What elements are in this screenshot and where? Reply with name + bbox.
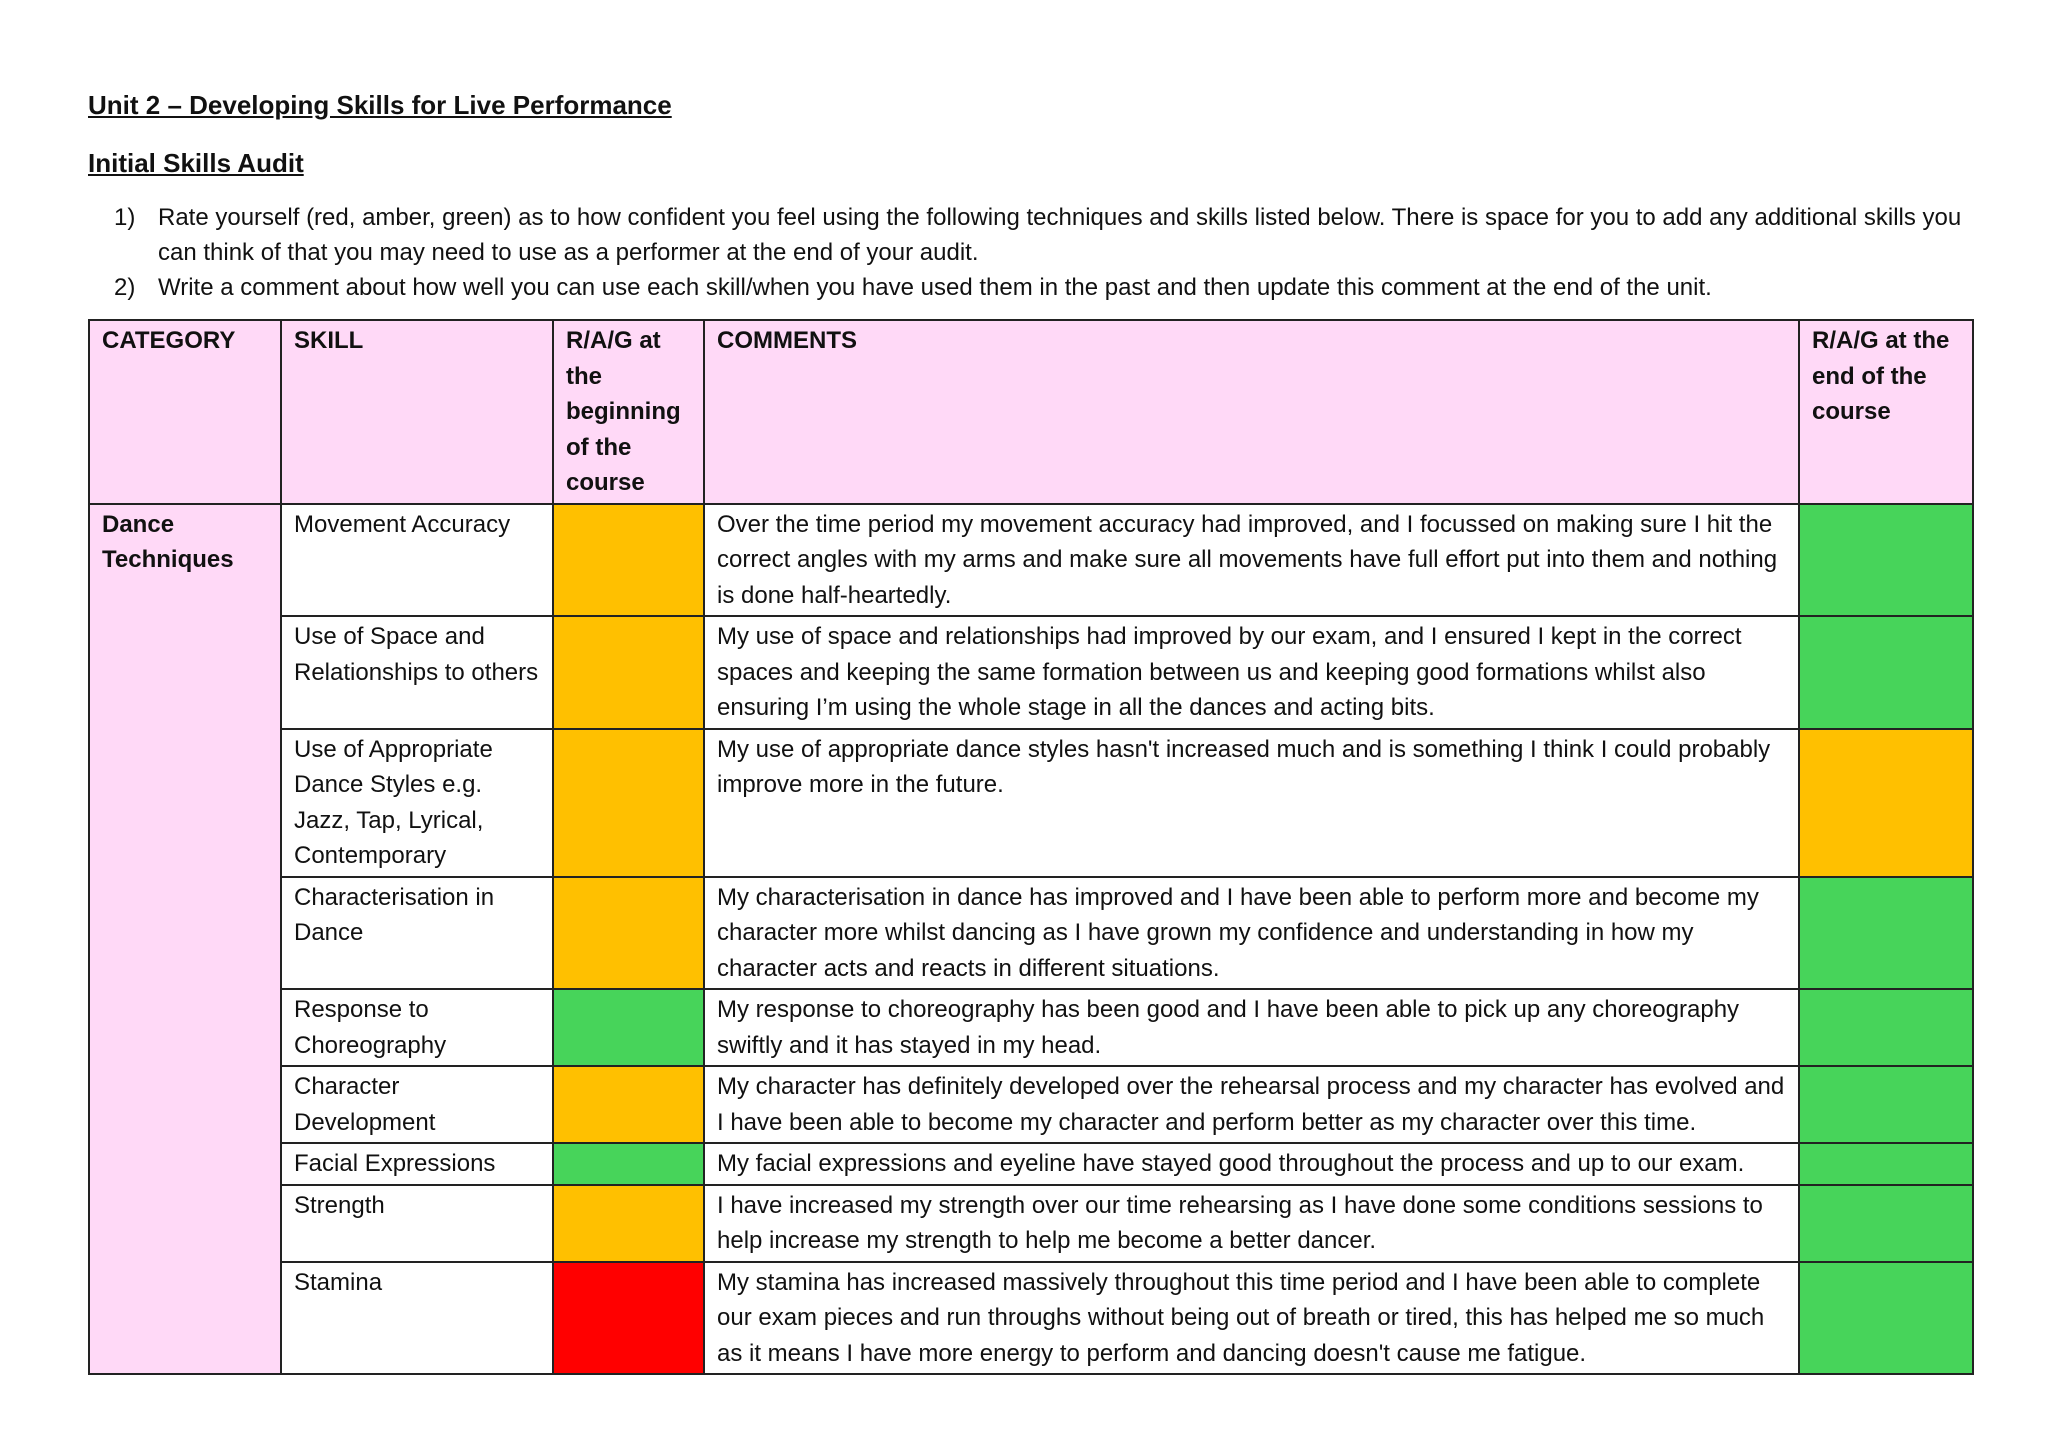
header-rag-end: R/A/G at the end of the course [1799,320,1973,504]
document-page [88,88,1972,1375]
table-header-row [89,320,1973,504]
table-row [89,504,1973,617]
document-title: Unit 2 – Developing Skills for Live Performance [88,90,672,120]
rag-begin-cell-green [553,989,704,1066]
rag-end-cell-green [1799,1066,1973,1143]
comment-cell: My use of appropriate dance styles hasn't increased much and is something I think I could probably improve more in the future. [704,729,1799,877]
instruction-number: 2) [114,274,136,301]
skill-cell: Movement Accuracy [281,504,553,617]
comment-cell: Over the time period my movement accuracy had improved, and I focussed on making sure I hit the correct angles with my arms and make sure all movements have full effort put into them and nothing is done half-heartedly. [704,504,1799,617]
rag-end-cell-green [1799,1185,1973,1262]
instruction-item [88,270,1972,305]
rag-end-cell-green [1799,1143,1973,1185]
table-row [89,1066,1973,1143]
header-category: CATEGORY [89,320,281,504]
skill-cell: Stamina [281,1262,553,1375]
rag-begin-cell-amber [553,1066,704,1143]
skill-cell: Response to Choreography [281,989,553,1066]
rag-begin-cell-amber [553,729,704,877]
instruction-number: 1) [114,204,136,231]
skill-cell: Character Development [281,1066,553,1143]
rag-end-cell-amber [1799,729,1973,877]
skill-cell: Characterisation in Dance [281,877,553,990]
table-row [89,616,1973,729]
rag-begin-cell-green [553,1143,704,1185]
comment-cell: My characterisation in dance has improved and I have been able to perform more and become my character more whilst dancing as I have grown my confidence and understanding in how my character acts and reacts in different situations. [704,877,1799,990]
table-row [89,729,1973,877]
rag-begin-cell-amber [553,616,704,729]
header-comments: COMMENTS [704,320,1799,504]
skill-cell: Use of Appropriate Dance Styles e.g. Jazz, Tap, Lyrical, Contemporary [281,729,553,877]
comment-cell: I have increased my strength over our time rehearsing as I have done some conditions sessions to help increase my strength to help me become a better dancer. [704,1185,1799,1262]
comment-cell: My use of space and relationships had improved by our exam, and I ensured I kept in the correct spaces and keeping the same formation between us and keeping good formations whilst also ensuring I’m using the whole stage in all the dances and acting bits. [704,616,1799,729]
comment-cell: My facial expressions and eyeline have stayed good throughout the process and up to our exam. [704,1143,1799,1185]
table-row [89,877,1973,990]
skill-cell: Use of Space and Relationships to others [281,616,553,729]
rag-begin-cell-amber [553,504,704,617]
rag-end-cell-green [1799,616,1973,729]
header-skill: SKILL [281,320,553,504]
table-row [89,1143,1973,1185]
instructions-list [88,200,1972,305]
skill-cell: Facial Expressions [281,1143,553,1185]
rag-end-cell-green [1799,1262,1973,1375]
table-row [89,989,1973,1066]
table-body [89,504,1973,1375]
rag-end-cell-green [1799,877,1973,990]
instruction-item [88,200,1972,270]
instruction-text: Write a comment about how well you can use each skill/when you have used them in the past and then update this comment at the end of the unit. [158,274,1712,301]
comment-cell: My stamina has increased massively throughout this time period and I have been able to complete our exam pieces and run throughs without being out of breath or tired, this has helped me so much as it means I have more energy to perform and dancing doesn't cause me fatigue. [704,1262,1799,1375]
skill-cell: Strength [281,1185,553,1262]
table-row [89,1185,1973,1262]
header-rag-begin: R/A/G at the beginning of the course [553,320,704,504]
rag-begin-cell-red [553,1262,704,1375]
rag-end-cell-green [1799,989,1973,1066]
table-row [89,1262,1973,1375]
category-cell: Dance Techniques [89,504,281,1375]
document-subtitle: Initial Skills Audit [88,148,304,178]
comment-cell: My response to choreography has been good and I have been able to pick up any choreography swiftly and it has stayed in my head. [704,989,1799,1066]
rag-begin-cell-amber [553,877,704,990]
skills-audit-table [88,319,1974,1375]
rag-begin-cell-amber [553,1185,704,1262]
comment-cell: My character has definitely developed over the rehearsal process and my character has evolved and I have been able to become my character and perform better as my character over this time. [704,1066,1799,1143]
rag-end-cell-green [1799,504,1973,617]
instruction-text: Rate yourself (red, amber, green) as to how confident you feel using the following techniques and skills listed below. There is space for you to add any additional skills you can think of that you may need to use as a performer at the end of your audit. [158,204,1962,266]
